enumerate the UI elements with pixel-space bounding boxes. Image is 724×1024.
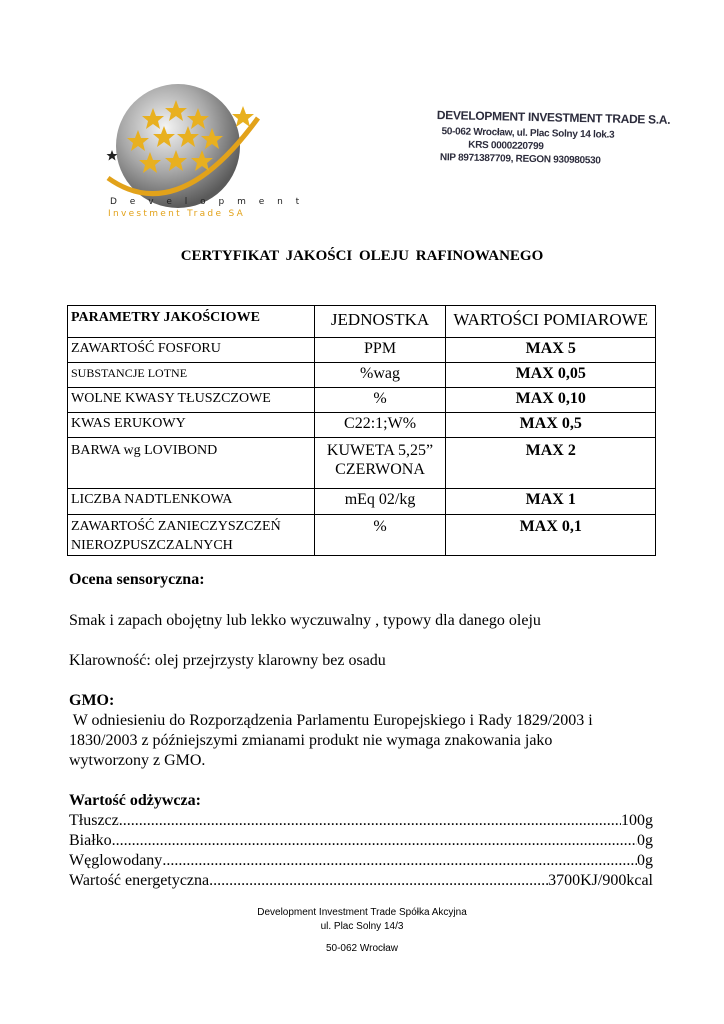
nutrition-value: 0g: [637, 832, 653, 849]
nutrition-row: [69, 851, 653, 871]
row-unit-line: CZERWONA: [335, 461, 425, 478]
gmo-text-line: wytworzony z GMO.: [69, 752, 206, 769]
stamp-nip-regon: NIP 8971387709, REGON 930980530: [439, 152, 601, 167]
table-row: [68, 363, 656, 388]
logo-wordmark-top: D e v e l o p m e n t: [110, 197, 305, 207]
row-unit: mEq 02/kg: [314, 489, 446, 515]
stamp-address: 50-062 Wrocław, ul. Plac Solny 14 lok.3: [441, 126, 615, 141]
table-row: [68, 338, 656, 363]
row-unit: %wag: [314, 363, 446, 388]
nutrition-label: Węglowodany: [69, 852, 163, 869]
footer-street: ul. Plac Solny 14/3: [320, 921, 404, 932]
nutrition-value: 0g: [637, 852, 653, 869]
nutrition-row: [69, 831, 653, 851]
row-param: ZAWARTOŚĆ FOSFORU: [68, 338, 315, 363]
row-unit: C22:1;W%: [314, 413, 446, 438]
gmo-text-line: W odniesieniu do Rozporządzenia Parlamentu Europejskiego i Rady 1829/2003 i: [69, 712, 593, 729]
gmo-text-line: 1830/2003 z późniejszymi zmianami produkt nie wymaga znakowania jako: [69, 732, 553, 749]
row-value: MAX 0,10: [446, 388, 656, 413]
company-stamp: [436, 108, 671, 168]
row-param: [68, 515, 315, 556]
dot-leader: [112, 831, 637, 851]
row-unit: [314, 438, 446, 489]
nutrition-label: Tłuszcz: [69, 812, 119, 829]
nutrition-value: 3700KJ/900kcal: [548, 872, 653, 889]
row-param: WOLNE KWASY TŁUSZCZOWE: [68, 388, 315, 413]
nutrition-row: [69, 871, 653, 891]
row-unit-line: KUWETA 5,25”: [326, 442, 434, 459]
company-logo: [98, 78, 268, 248]
header-unit: JEDNOSTKA: [314, 306, 446, 338]
dot-leader: [209, 871, 548, 891]
row-value: MAX 5: [446, 338, 656, 363]
row-param-line: ZAWARTOŚĆ ZANIECZYSZCZEŃ: [71, 519, 281, 534]
row-param: SUBSTANCJE LOTNE: [68, 363, 315, 388]
table-row: [68, 489, 656, 515]
quality-parameters-table: [67, 305, 656, 556]
dot-leader: [119, 811, 621, 831]
sensory-heading: Ocena sensoryczna:: [69, 571, 205, 588]
table-row: [68, 515, 656, 556]
row-unit: %: [314, 515, 446, 556]
header-value: WARTOŚCI POMIAROWE: [446, 306, 656, 338]
row-value: MAX 0,5: [446, 413, 656, 438]
nutrition-label: Wartość energetyczna: [69, 872, 210, 889]
nutrition-heading: Wartość odżywcza:: [69, 792, 201, 809]
footer-city: 50-062 Wrocław: [325, 943, 399, 954]
document-title: CERTYFIKAT JAKOŚCI OLEJU RAFINOWANEGO: [180, 248, 544, 264]
stamp-company-name: DEVELOPMENT INVESTMENT TRADE S.A.: [436, 108, 671, 127]
page-footer: [0, 906, 724, 956]
nutrition-row: [69, 811, 653, 831]
table-header-row: [68, 306, 656, 338]
row-param: KWAS ERUKOWY: [68, 413, 315, 438]
table-row: [68, 388, 656, 413]
row-value: MAX 1: [446, 489, 656, 515]
table-row: [68, 438, 656, 489]
table-row: [68, 413, 656, 438]
row-value: MAX 0,1: [446, 515, 656, 556]
sensory-taste: Smak i zapach obojętny lub lekko wyczuwalny , typowy dla danego oleju: [69, 612, 541, 629]
gmo-heading: GMO:: [69, 692, 115, 709]
row-value: MAX 0,05: [446, 363, 656, 388]
nutrition-value: 100g: [621, 812, 653, 829]
document-body: [69, 570, 659, 891]
footer-company: Development Investment Trade Spółka Akcyjna: [257, 907, 467, 918]
row-param-line: NIEROZPUSZCZALNYCH: [71, 538, 233, 553]
row-unit: PPM: [314, 338, 446, 363]
row-unit: %: [314, 388, 446, 413]
stamp-krs: KRS 0000220799: [468, 139, 544, 153]
row-param: BARWA wg LOVIBOND: [68, 438, 315, 489]
row-value: MAX 2: [446, 438, 656, 489]
header-param: PARAMETRY JAKOŚCIOWE: [68, 306, 315, 338]
logo-wordmark-bottom: Investment Trade SA: [108, 209, 246, 219]
row-param: LICZBA NADTLENKOWA: [68, 489, 315, 515]
dot-leader: [162, 851, 637, 871]
nutrition-label: Białko: [69, 832, 112, 849]
sensory-clarity: Klarowność: olej przejrzysty klarowny bez osadu: [69, 652, 386, 669]
